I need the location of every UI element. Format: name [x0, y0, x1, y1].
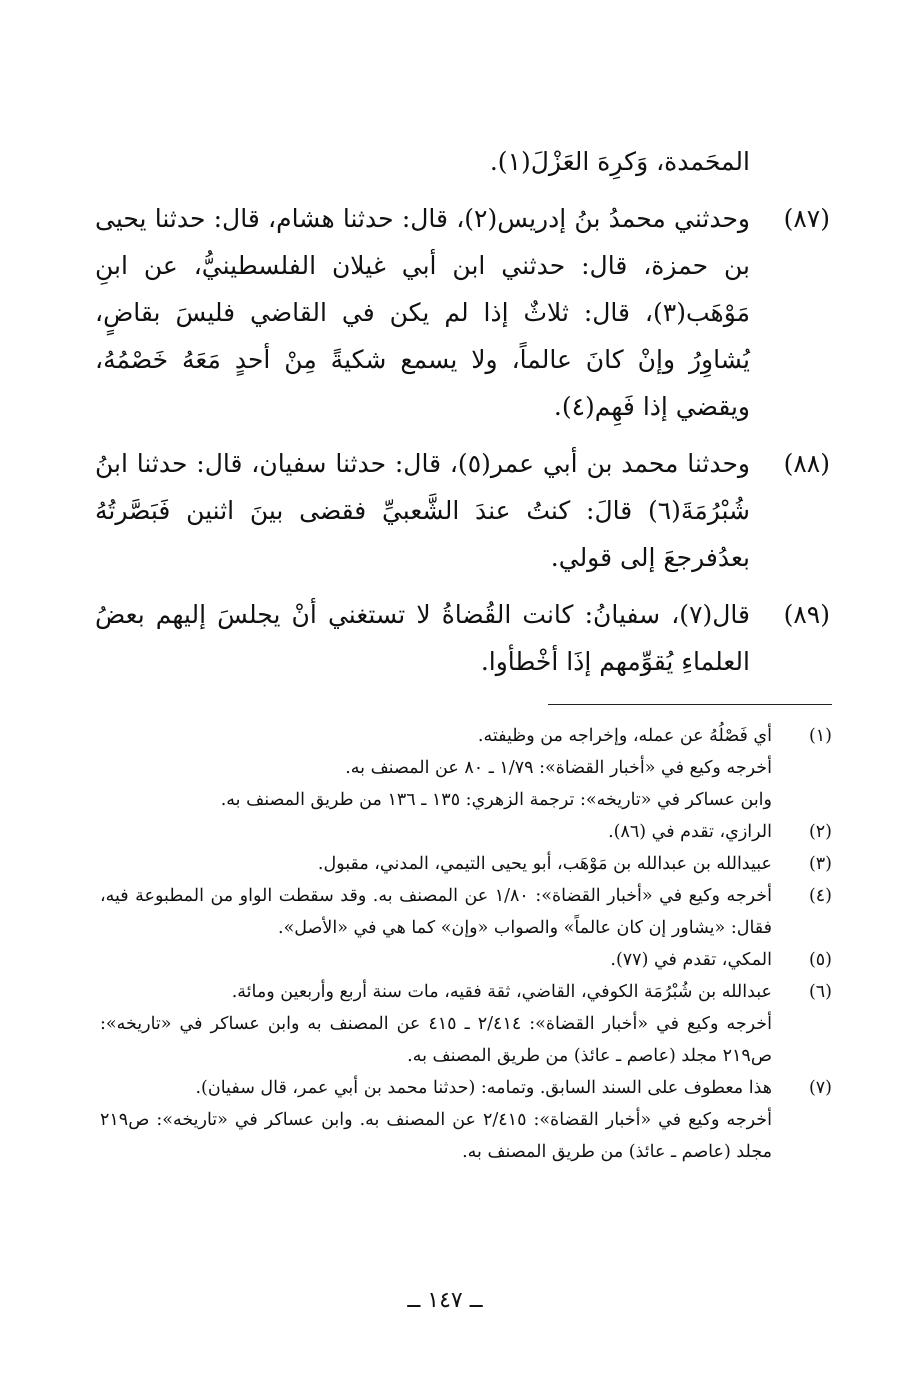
footnote-line: هذا معطوف على السند السابق. وتمامه: (حدثنا محمد بن أبي عمر، قال سفيان). — [195, 1078, 772, 1098]
footnote-text: أخرجه وكيع في «أخبار القضاة»: ١/٨٠ عن المصنف به. وقد سقطت الواو من المطبوعة فيه، فقال: «يشاور إن كان عالماً» والصواب «وإن» كما هي في «الأصل». — [100, 886, 772, 938]
paragraph-number: (٨٨) — [783, 449, 830, 478]
footnotes — [100, 720, 832, 1168]
paragraph-number: (٨٧) — [783, 204, 830, 233]
footnote-text — [100, 976, 772, 1072]
footnote-text: المكي، تقدم في (٧٧). — [610, 950, 772, 970]
footnote-text — [100, 720, 772, 816]
footnote-number: (٤) — [808, 886, 832, 906]
footnote-text — [100, 1072, 772, 1168]
footnote-2 — [100, 816, 832, 848]
paragraph-87 — [95, 195, 830, 430]
footnote-number: (٥) — [808, 950, 832, 970]
paragraph-text: وحدثنا محمد بن أبي عمر(٥)، قال: حدثنا سفيان، قال: حدثنا ابنُ شُبْرُمَةَ(٦) قالَ: كنتُ عندَ الشَّعبيِّ فقضى بينَ اثنين فَبَصَّرتُهُ بعدُفرجعَ إلى قولي. — [95, 449, 751, 572]
footnote-line: أي فَصْلُهُ عن عمله، وإخراجه من وظيفته. — [477, 726, 772, 746]
footnote-number: (٦) — [808, 982, 832, 1002]
footnote-separator — [548, 704, 832, 705]
paragraph-text: وحدثني محمدُ بنُ إدريس(٢)، قال: حدثنا هشام، قال: حدثنا يحيى بن حمزة، قال: حدثني ابن أبي غيلان الفلسطينيُّ، عن ابنِ مَوْهَب(٣)، قال: ثلاثٌ إذا لم يكن في القاضي فليسَ بقاضٍ، يُشاوِرُ وإنْ كانَ عالماً، ولا يسمع شكيةً مِنْ أحدٍ مَعَهُ خَصْمُهُ، ويقضي إذا فَهِم(٤). — [95, 204, 750, 421]
footnote-number: (١) — [808, 726, 832, 746]
paragraph-89 — [95, 591, 830, 685]
footnote-line: وابن عساكر في «تاريخه»: ترجمة الزهري: ١٣٥ ـ ١٣٦ من طريق المصنف به. — [220, 790, 772, 810]
paragraph-text: قال(٧)، سفيانُ: كانت القُضاةُ لا تستغني أنْ يجلسَ إليهم بعضُ العلماءِ يُقوِّمهم إذَا أخْطأوا. — [95, 600, 750, 676]
main-text — [95, 138, 830, 685]
footnote-4 — [100, 880, 832, 944]
footnote-5 — [100, 944, 832, 976]
footnote-line: أخرجه وكيع في «أخبار القضاة»: ١/٧٩ ـ ٨٠ عن المصنف به. — [345, 758, 772, 778]
footnote-number: (٣) — [808, 854, 832, 874]
paragraph-88 — [95, 440, 830, 581]
footnote-text: الرازي، تقدم في (٨٦). — [608, 822, 772, 842]
continuation-line: المحَمدة، وَكرِهَ العَزْلَ(١). — [489, 147, 750, 176]
footnote-number: (٢) — [808, 822, 832, 842]
page-number: ــ ١٤٧ ــ — [407, 1288, 483, 1313]
footnote-text: عبيدالله بن عبدالله بن مَوْهَب، أبو يحيى التيمي، المدني، مقبول. — [317, 854, 772, 874]
footnote-1 — [100, 720, 832, 816]
footnote-3 — [100, 848, 832, 880]
paragraph-number: (٨٩) — [783, 600, 830, 629]
footnote-7 — [100, 1072, 832, 1168]
footnote-number: (٧) — [808, 1078, 832, 1098]
footnote-6 — [100, 976, 832, 1072]
footnote-line: أخرجه وكيع في «أخبار القضاة»: ٢/٤١٥ عن المصنف به. وابن عساكر في «تاريخه»: ص٢١٩ مجلد (عاصم ـ عائذ) من طريق المصنف به. — [100, 1110, 772, 1162]
footnote-line: أخرجه وكيع في «أخبار القضاة»: ٢/٤١٤ ـ ٤١٥ عن المصنف به وابن عساكر في «تاريخه»: ص٢١٩ مجلد (عاصم ـ عائذ) من طريق المصنف به. — [100, 1014, 772, 1066]
footnote-line: عبدالله بن شُبْرُمَة الكوفي، القاضي، ثقة فقيه، مات سنة أربع وأربعين ومائة. — [231, 982, 772, 1002]
